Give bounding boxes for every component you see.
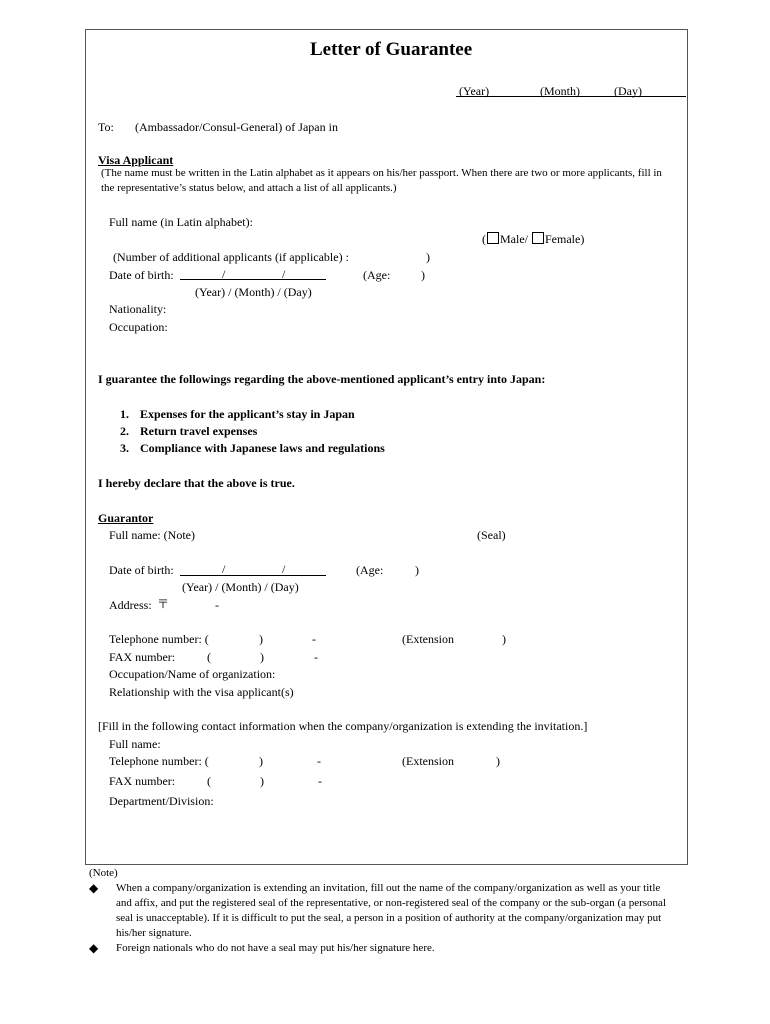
- postal-dash: -: [215, 598, 219, 612]
- applicant-age-close: ): [421, 268, 425, 282]
- page-title: Letter of Guarantee: [310, 39, 473, 60]
- contact-fax-open: (: [207, 774, 211, 788]
- applicant-occupation-label: Occupation:: [109, 320, 168, 334]
- guarantor-dob-label: Date of birth:: [109, 563, 174, 577]
- guarantee-item-2-num: 2.: [120, 424, 129, 438]
- guarantor-telephone-dash: -: [312, 632, 316, 646]
- date-day-label: (Day): [614, 84, 642, 98]
- date-year-label: (Year): [459, 84, 490, 98]
- guarantor-extension-label: (Extension: [402, 632, 454, 646]
- contact-intro: [Fill in the following contact information when the company/organization is extending the invitation.]: [98, 719, 588, 733]
- guarantor-heading: Guarantor: [98, 511, 154, 525]
- contact-telephone-label: Telephone number: (: [109, 754, 209, 768]
- contact-fax-close: ): [260, 774, 264, 788]
- guarantor-occupation-label: Occupation/Name of organization:: [109, 667, 276, 681]
- guarantee-intro: I guarantee the followings regarding the above-mentioned applicant’s entry into Japan:: [98, 372, 546, 386]
- to-label: To:: [98, 120, 114, 134]
- guarantor-dob-slash-2: /: [282, 562, 286, 576]
- contact-telephone-dash: -: [317, 754, 321, 768]
- note-1-line-2: and affix, and put the registered seal of the representative, or non-registered seal of the company or the sub-organ (a personal: [116, 897, 666, 909]
- seal-label: (Seal): [477, 528, 506, 542]
- applicant-nationality-label: Nationality:: [109, 302, 167, 316]
- applicant-dob-label: Date of birth:: [109, 268, 174, 282]
- note-1-line-3: seal is unacceptable). If it is difficult to put the seal, a person in a position of authority at the company/organization may put: [116, 912, 662, 924]
- address-label: Address:: [109, 598, 152, 612]
- guarantee-item-1: Expenses for the applicant’s stay in Japan: [140, 407, 355, 421]
- to-recipient: (Ambassador/Consul-General) of Japan in: [135, 120, 338, 134]
- guarantor-telephone-label: Telephone number: (: [109, 632, 209, 646]
- applicant-dob-format: (Year) / (Month) / (Day): [195, 285, 312, 299]
- contact-extension-label: (Extension: [402, 754, 454, 768]
- contact-fax-dash: -: [318, 774, 322, 788]
- postal-mark-icon: 〒: [157, 597, 170, 611]
- guarantee-item-3-num: 3.: [120, 441, 129, 455]
- guarantor-dob-format: (Year) / (Month) / (Day): [182, 580, 299, 594]
- additional-applicants-label: (Number of additional applicants (if applicable) :: [113, 250, 349, 264]
- female-label: Female): [545, 232, 585, 246]
- applicant-full-name-label: Full name (in Latin alphabet):: [109, 215, 253, 229]
- guarantor-relationship-label: Relationship with the visa applicant(s): [109, 685, 294, 699]
- note-1-bullet-icon: ◆: [89, 881, 99, 895]
- note-2-bullet-icon: ◆: [89, 941, 99, 955]
- contact-telephone-close: ): [259, 754, 263, 768]
- additional-applicants-close: ): [426, 250, 430, 264]
- male-label: Male/: [500, 232, 528, 246]
- note-1-line-1: When a company/organization is extending an invitation, fill out the name of the company/organization as well as your title: [116, 882, 661, 894]
- male-checkbox[interactable]: [487, 232, 499, 244]
- guarantee-item-1-num: 1.: [120, 407, 129, 421]
- guarantor-telephone-close: ): [259, 632, 263, 646]
- applicant-age-label: (Age:: [363, 268, 391, 282]
- gender-open-paren: (: [482, 232, 486, 246]
- declaration: I hereby declare that the above is true.: [98, 476, 295, 490]
- visa-applicant-note-1: (The name must be written in the Latin alphabet as it appears on his/her passport. When there are two or more applicants, fill in: [101, 167, 662, 179]
- visa-applicant-note-2: the representative’s status below, and attach a list of all applicants.): [101, 182, 397, 194]
- guarantor-fax-close: ): [260, 650, 264, 664]
- guarantee-item-2: Return travel expenses: [140, 424, 258, 438]
- applicant-dob-slash-1: /: [222, 267, 226, 281]
- guarantor-age-label: (Age:: [356, 563, 384, 577]
- visa-applicant-heading: Visa Applicant: [98, 153, 174, 167]
- date-underline: [456, 96, 686, 97]
- guarantor-age-close: ): [415, 563, 419, 577]
- notes-heading: (Note): [89, 867, 118, 879]
- guarantor-fax-dash: -: [314, 650, 318, 664]
- guarantor-fax-open: (: [207, 650, 211, 664]
- contact-fax-label: FAX number:: [109, 774, 176, 788]
- gender-selector: [482, 232, 584, 246]
- note-1-line-4: his/her signature.: [116, 927, 192, 939]
- contact-department-label: Department/Division:: [109, 794, 214, 808]
- note-2: Foreign nationals who do not have a seal may put his/her signature here.: [116, 942, 435, 954]
- guarantor-fax-label: FAX number:: [109, 650, 176, 664]
- guarantor-extension-close: ): [502, 632, 506, 646]
- female-checkbox[interactable]: [532, 232, 544, 244]
- guarantor-dob-line[interactable]: [180, 575, 326, 576]
- contact-full-name-label: Full name:: [109, 737, 161, 751]
- applicant-dob-line[interactable]: [180, 279, 326, 280]
- applicant-dob-slash-2: /: [282, 267, 286, 281]
- guarantor-full-name-label: Full name: (Note): [109, 528, 195, 542]
- contact-extension-close: ): [496, 754, 500, 768]
- guarantee-item-3: Compliance with Japanese laws and regulations: [140, 441, 385, 455]
- guarantor-dob-slash-1: /: [222, 562, 226, 576]
- date-month-label: (Month): [540, 84, 580, 98]
